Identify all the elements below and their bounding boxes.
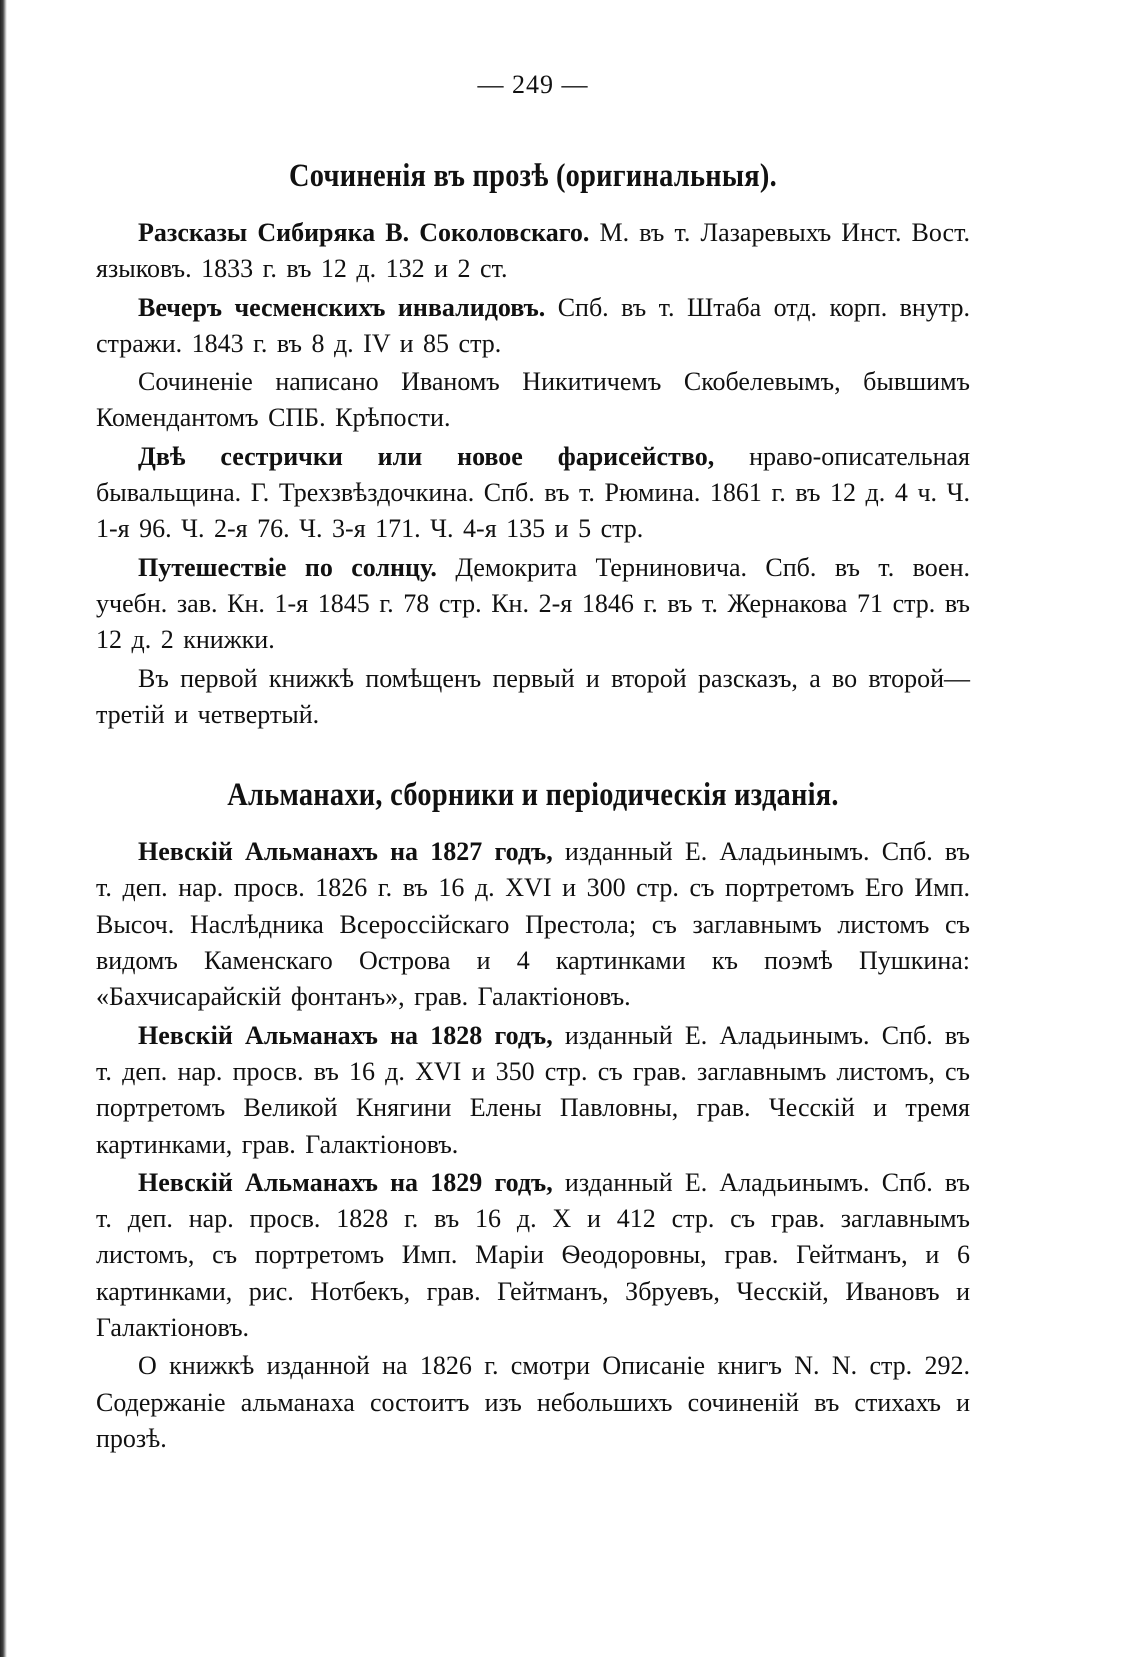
entry-chesme-invalids <box>96 290 970 363</box>
entry-details: О книжкѣ изданной на 1826 г. смотри Описаніе книгъ N. N. стр. 292. Содержаніе альманаха состоитъ изъ небольшихъ сочиненій въ стихахъ и прозѣ. <box>96 1351 970 1453</box>
entry-title: Разсказы Сибиряка В. Соколовскаго. <box>138 218 590 247</box>
entry-title: Невскій Альманахъ на 1827 годъ, <box>138 837 553 867</box>
section-heading-almanacs: Альманахи, сборники и періодическія изданія. <box>227 777 839 814</box>
entry-journey-sun <box>96 550 970 659</box>
entry-details: изданный Е. Аладьинымъ. Спб. въ т. деп. нар. просв. въ 16 д. XVI и 350 стр. съ грав. заглавнымъ листомъ, съ портретомъ Великой Княгини Елены Павловны, грав. Чесскій и тремя картинками, грав. Галактіоновъ. <box>96 1020 970 1159</box>
entry-details: изданный Е. Аладьинымъ. Спб. въ т. деп. нар. просв. 1828 г. въ 16 д. X и 412 стр. съ грав. заглавнымъ листомъ, съ портретомъ Имп. Маріи Ѳеодоровны, грав. Гейтманъ, и 6 картинками, рис. Нотбекъ, грав. Гейтманъ, Збруевъ, Чесскій, Ивановъ и Галактіоновъ. <box>96 1167 970 1343</box>
entry-sibiryak-stories <box>96 215 970 288</box>
entry-details: нраво-описательная бывальщина. Г. Трехзвѣздочкина. Спб. въ т. Рюмина. 1861 г. въ 12 д. 4 ч. Ч. 1-я 96. Ч. 2-я 76. Ч. 3-я 171. Ч. 4-я 135 и 5 стр. <box>96 441 970 544</box>
entry-nevsky-1829 <box>96 1165 970 1346</box>
entry-details: Спб. въ т. Штаба отд. корп. внутр. стражи. 1843 г. въ 8 д. IV и 85 стр. <box>96 292 970 358</box>
entry-title: Невскій Альманахъ на 1828 годъ, <box>138 1020 553 1050</box>
entry-title: Невскій Альманахъ на 1829 годъ, <box>138 1167 553 1197</box>
entry-title: Вечеръ чесменскихъ инвалидовъ. <box>138 292 546 322</box>
entry-nevsky-1827 <box>96 834 970 1015</box>
entry-nevsky-1828 <box>96 1018 970 1163</box>
page-number: — 249 — <box>477 70 589 99</box>
page-binding-edge <box>0 0 7 1657</box>
entry-title: Двѣ сестрички или новое фарисейство, <box>138 441 715 471</box>
entry-note-1826 <box>96 1348 970 1457</box>
entry-details: Въ первой книжкѣ помѣщенъ первый и второй разсказъ, а во второй—третій и четвертый. <box>96 663 970 729</box>
entry-details: Демокрита Терниновича. Спб. въ т. воен. учебн. зав. Кн. 1-я 1845 г. 78 стр. Кн. 2-я 1846 г. въ т. Жернакова 71 стр. въ 12 д. 2 книжки. <box>96 552 970 655</box>
entry-details: Сочиненіе написано Иваномъ Никитичемъ Скобелевымъ, бывшимъ Комендантомъ СПБ. Крѣпости. <box>96 367 970 433</box>
entry-note-stories <box>96 661 970 734</box>
entry-details: М. въ т. Лазаревыхъ Инст. Вост. языковъ. 1833 г. въ 12 д. 132 и 2 ст. <box>96 218 970 284</box>
entry-two-sisters <box>96 439 970 548</box>
entry-note-skobelev <box>96 364 970 437</box>
entry-title: Путешествіе по солнцу. <box>138 552 437 582</box>
book-page <box>96 70 970 1459</box>
section-heading-prose: Сочиненія въ прозѣ (оригинальныя). <box>289 158 777 194</box>
entry-details: изданный Е. Аладьинымъ. Спб. въ т. деп. нар. просв. 1826 г. въ 16 д. XVI и 300 стр. съ портретомъ Его Имп. Высоч. Наслѣдника Всероссійскаго Престола; съ заглавнымъ листомъ съ видомъ Каменскаго Острова и 4 картинками къ поэмѣ Пушкина: «Бахчисарайскій фонтанъ», грав. Галактіоновъ. <box>96 837 970 1012</box>
